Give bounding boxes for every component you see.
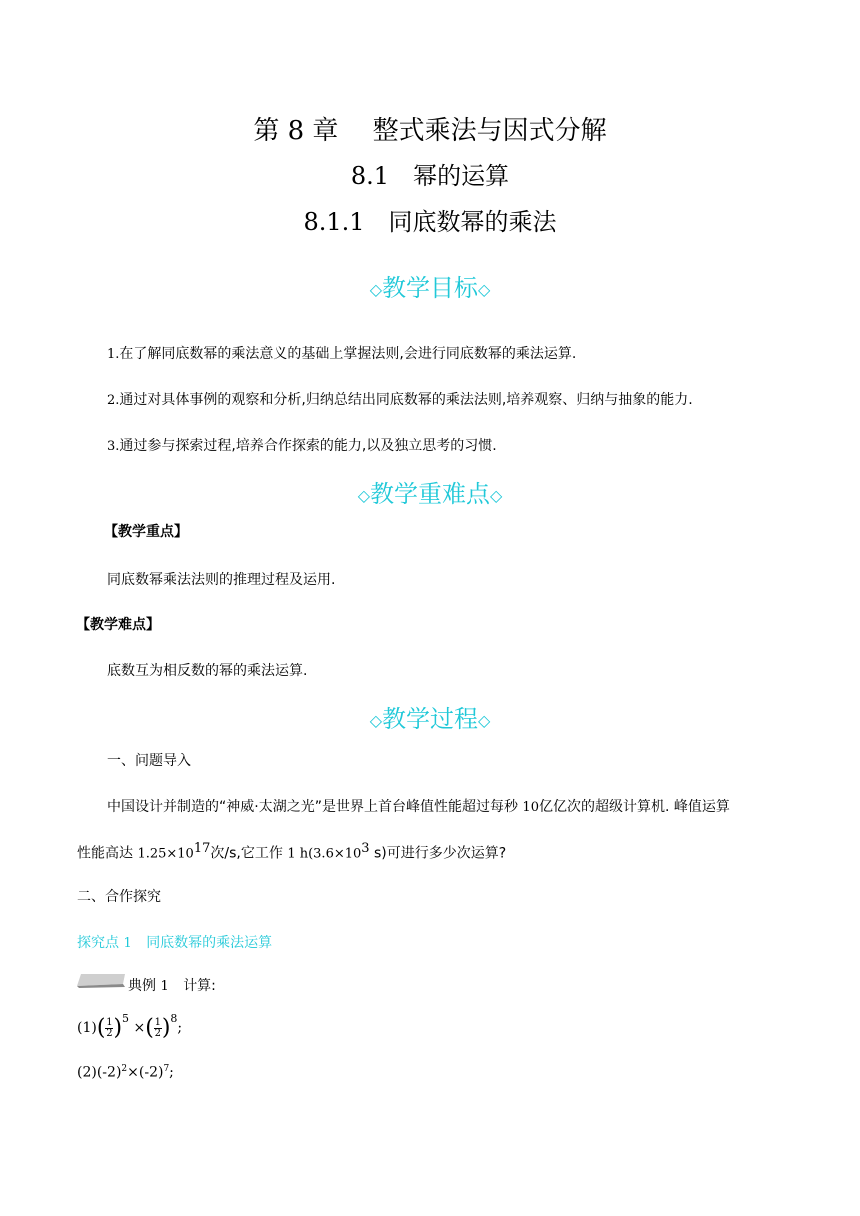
objective-item-2 [107,389,693,409]
objective-text: 在了解同底数幂的乘法意义的基础上掌握法则,会进行同底数幂的乘法运算. [119,346,577,362]
objectives-heading-text: 教学目标 [382,274,478,302]
process-heading [0,699,860,734]
problem-label: (1) [77,1020,97,1036]
objective-item-3 [107,435,497,455]
fraction: $\frac{1}{2}$ [154,1016,161,1039]
exponent: 17 [193,841,211,856]
intro-number: 1 h(3.6×10 [287,846,362,862]
process-heading-text: 教学过程 [382,705,478,733]
difficulty-text: 底数互为相反数的幂的乘法运算. [107,663,308,679]
diamond-icon: ◇ [357,486,370,505]
base: (-2) [96,1064,122,1081]
intro-text: 次/s,它工作 [210,845,283,862]
example-task: 计算: [183,978,216,994]
focus-text: 同底数幂乘法法则的推理过程及运用. [107,572,336,588]
fraction: $\frac{1}{2}$ [106,1016,113,1039]
explore-label: 探究点 [77,935,119,951]
chapter-title: 第 8 章 整式乘法与因式分解 [253,116,607,146]
keypoints-heading [0,474,860,509]
explore-point [77,932,272,952]
difficulty-label: 【教学难点】 [76,617,160,633]
intro-text: 亿亿次的超级计算机. 峰值运算 [538,799,730,815]
exponent: 7 [163,1064,170,1074]
objective-item-1 [107,343,576,363]
section-title: 8.1 幂的运算 [350,162,510,190]
intro-text: 中国设计并制造的“神威·太湖之光”是世界上首台峰值性能超过每秒 [107,799,518,815]
intro-line-2 [77,841,506,863]
intro-text: 性能高达 [77,845,133,862]
base: ×(-2) [127,1064,164,1081]
part1-title: 一、问题导入 [107,753,191,769]
keypoints-heading-text: 教学重难点 [370,480,490,508]
intro-number: 1.25×10 [137,846,194,862]
problem-2: $(2)(-2)^2\times(-2)^7$; [77,1064,174,1081]
objective-num: 1. [107,347,120,362]
explore-title: 同底数幂的乘法运算 [146,935,273,951]
intro-line-1 [107,796,730,816]
diamond-icon: ◇ [369,711,382,730]
example-number: 1 [160,979,169,994]
intro-number: 10 [522,800,539,815]
objective-num: 3. [107,439,120,454]
exponent: 3 [361,841,370,856]
diamond-icon: ◇ [478,280,491,299]
diamond-icon: ◇ [369,280,382,299]
focus-label: 【教学重点】 [104,524,188,540]
problem-label: (2) [77,1064,97,1081]
objective-num: 2. [107,393,120,408]
exponent: 2 [121,1064,128,1074]
example-banner-icon [77,972,127,988]
objective-text: 通过参与探索过程,培养合作探索的能力,以及独立思考的习惯. [119,438,497,454]
subsection-title: 8.1.1 同底数幂的乘法 [303,208,557,236]
exponent: 5 [122,1012,130,1025]
objectives-heading [0,268,860,303]
explore-number: 1 [123,936,132,951]
diamond-icon: ◇ [478,711,491,730]
intro-text: s)可进行多少次运算? [369,845,507,862]
part2-title: 二、合作探究 [77,889,161,905]
example-header [128,975,216,995]
objective-text: 通过对具体事例的观察和分析,归纳总结出同底数幂的乘法法则,培养观察、归纳与抽象的能力. [119,392,693,408]
problem-1: (1)( $\frac{1}{2}$ )$^5$ ×( $\frac{1}{2}$ )$^8$; [77,1012,183,1041]
exponent: 8 [170,1012,178,1025]
example-label: 典例 [128,978,156,994]
diamond-icon: ◇ [490,486,503,505]
